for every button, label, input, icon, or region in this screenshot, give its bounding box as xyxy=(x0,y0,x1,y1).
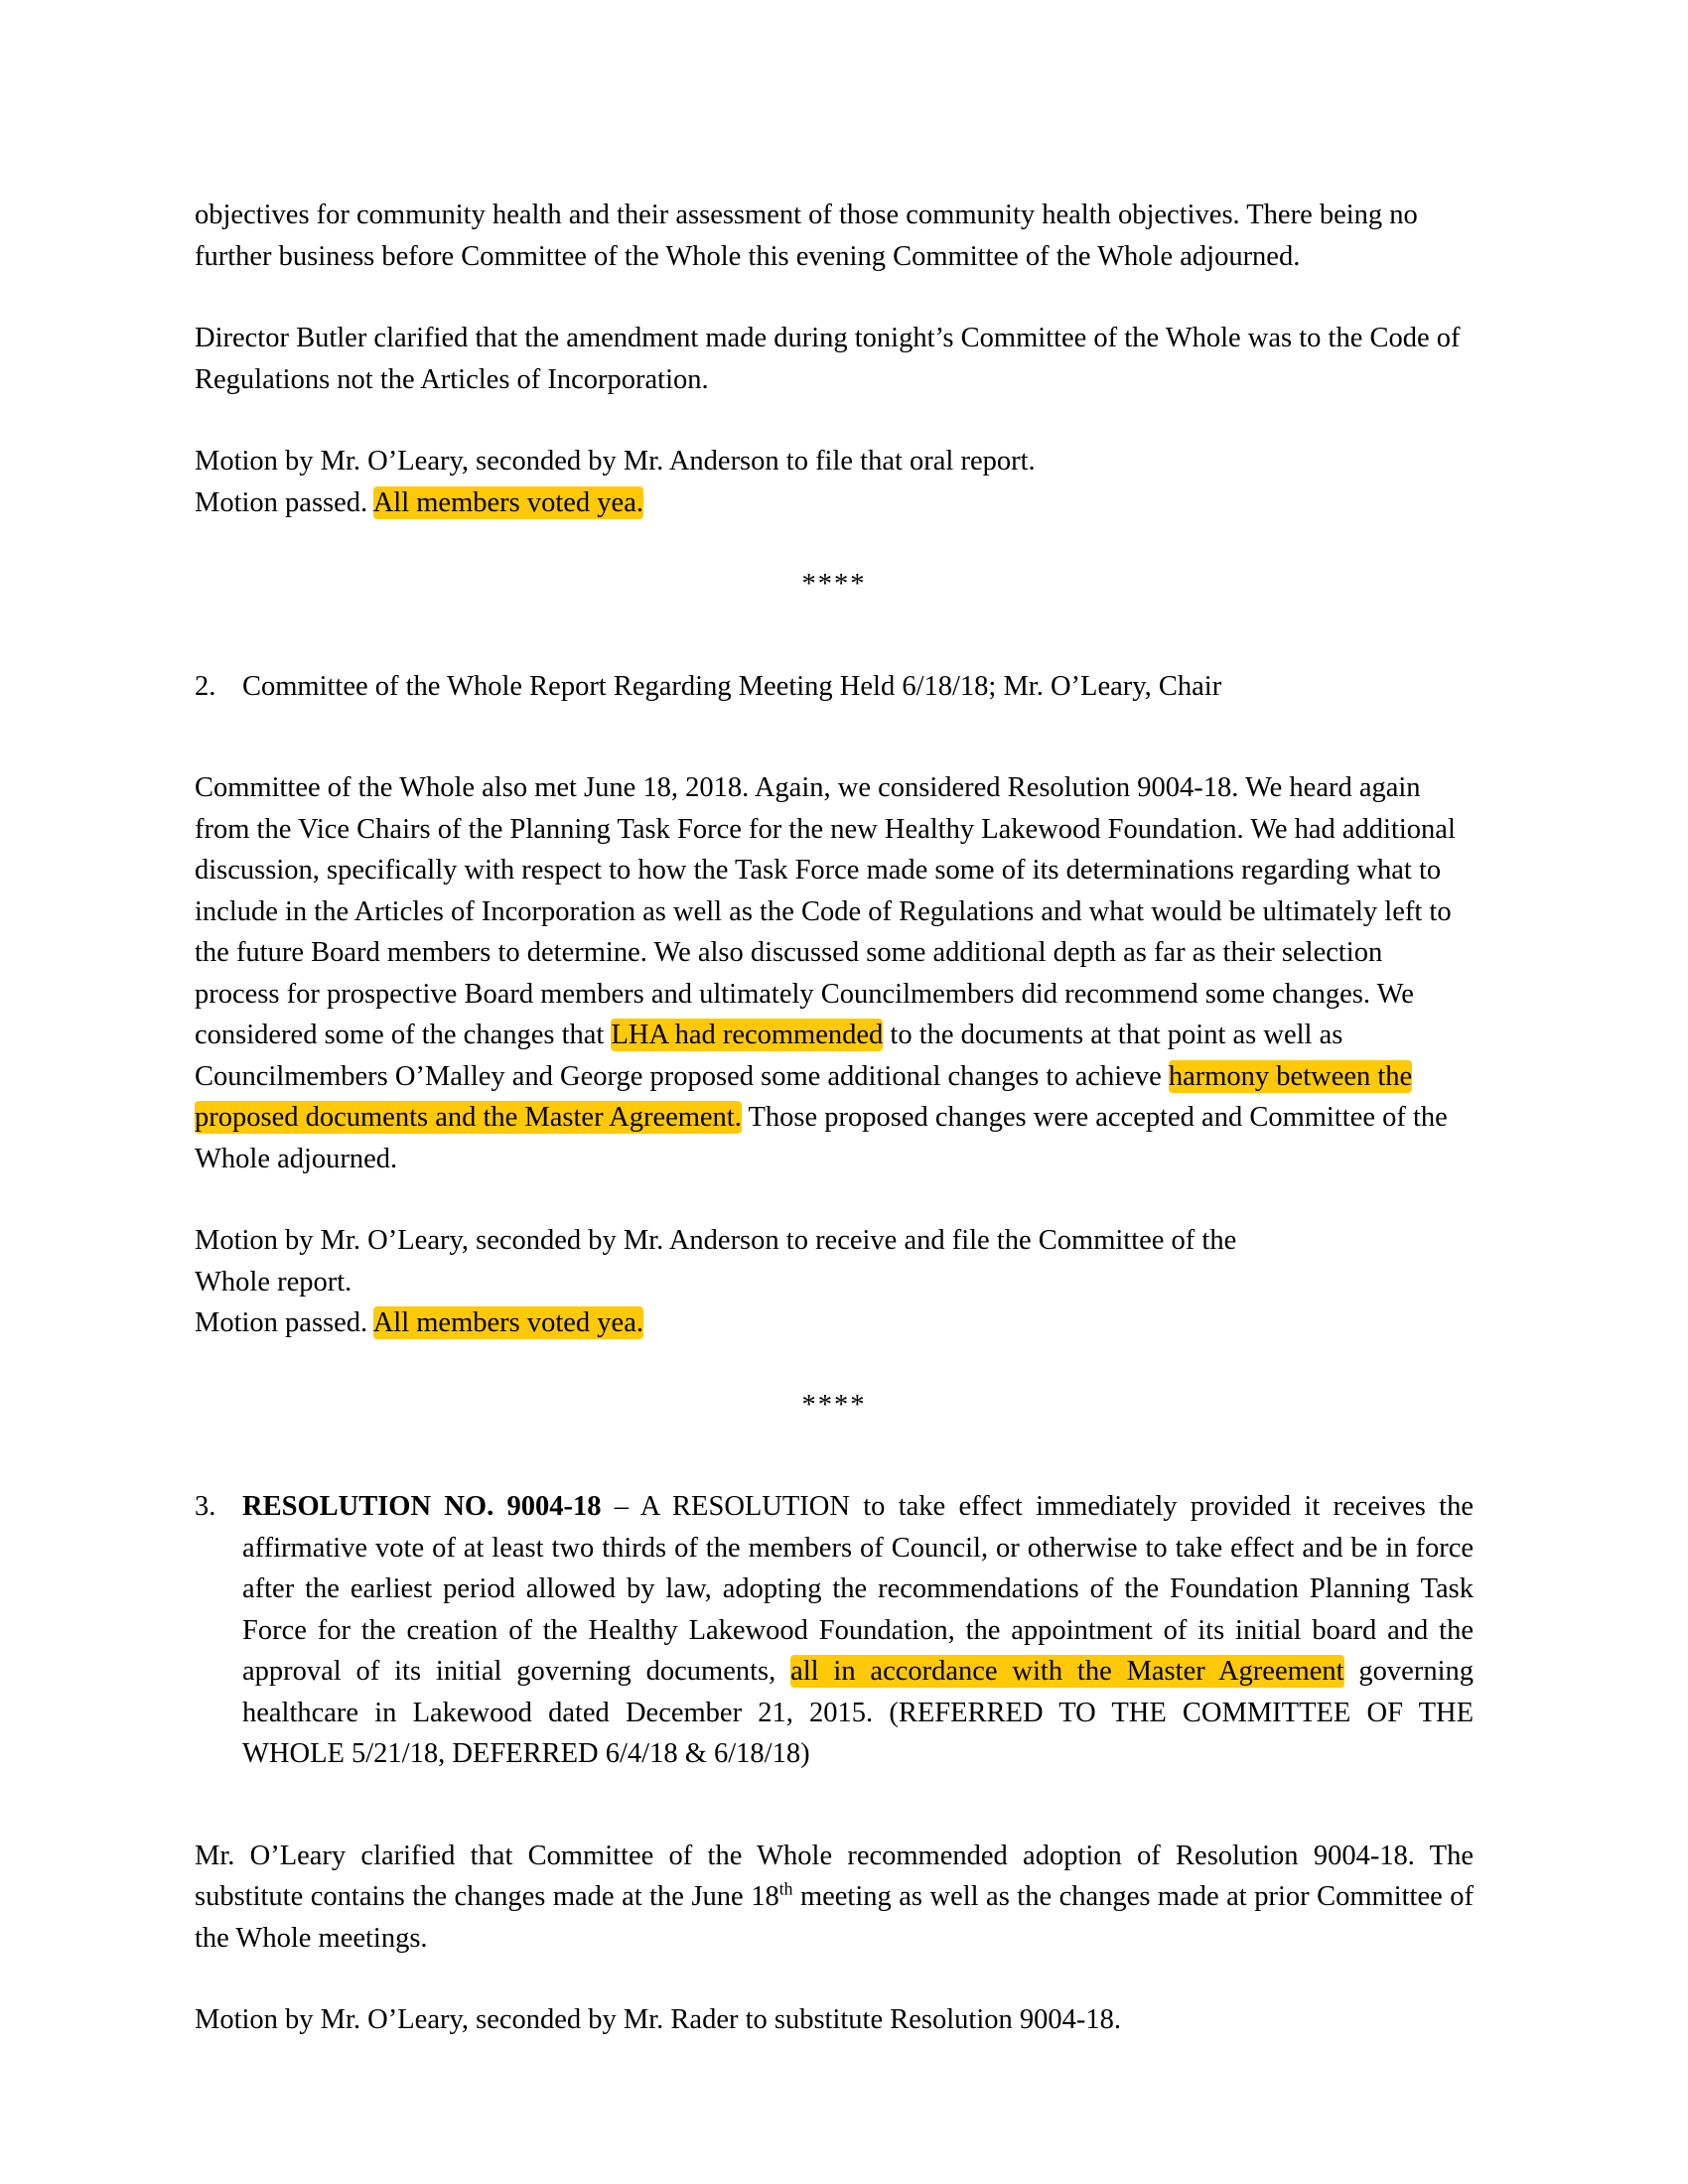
highlight-all-members-voted-yea-1: All members voted yea. xyxy=(372,486,643,518)
section-separator-2: **** xyxy=(801,1389,867,1421)
highlight-harmony-master-agreement: harmony between the proposed documents and the Master Agreement. xyxy=(195,1060,1413,1133)
motion-block-2 xyxy=(195,1220,1474,1344)
list-item-2-title: Committee of the Whole Report Regarding Meeting Held 6/18/18; Mr. O’Leary, Chair xyxy=(242,670,1222,702)
highlight-lha-had-recommended: LHA had recommended xyxy=(611,1020,884,1050)
motion-3-line-1: Motion by Mr. O’Leary, seconded by Mr. Rader to substitute Resolution 9004-18. xyxy=(195,2004,1121,2035)
motion-2-line-3 xyxy=(195,1302,1474,1344)
motion-1-line-2 xyxy=(195,482,1474,524)
para3-segment-1: Committee of the Whole also met June 18, 2018. Again, we considered Resolution 9004-18. We heard again from the Vice Chairs of the Planning Task Force for the new Healthy Lakewood Foundation. We had additional discussion, specifically with respect to how the Task Force made some of its determinations regarding what to include in the Articles of Incorporation as well as the Code of Regulations and what would be ultimately left to the future Board members to determine. We also discussed some additional depth as far as their selection process for prospective Board members and ultimately Councilmembers did recommend some changes. We considered some of the changes that xyxy=(195,772,1456,1050)
spacer xyxy=(195,748,1474,767)
list-item-3-number: 3. xyxy=(195,1491,216,1522)
resolution-number-title: RESOLUTION NO. 9004-18 xyxy=(242,1491,602,1522)
paragraph-committee-june-18 xyxy=(195,767,1474,1179)
para3-segment-2: to the documents at that point as well as Councilmembers O’Malley and George proposed some additional changes to achieve xyxy=(195,1020,1343,1092)
motion-2-line-1: Motion by Mr. O’Leary, seconded by Mr. Anderson to receive and file the Committee of the xyxy=(195,1225,1237,1256)
paragraph-objectives-text: objectives for community health and their assessment of those community health objectives. There being no further business before Committee of the Whole this evening Committee of the Whole adjourned. xyxy=(195,200,1418,272)
ordinal-superscript-th: th xyxy=(778,1878,793,1899)
paragraph-committee-june-18-text xyxy=(195,767,1474,1179)
para3-segment-3: Those proposed changes were accepted and Committee of the Whole adjourned. xyxy=(195,1102,1448,1174)
page-content xyxy=(195,195,1474,2082)
paragraph-director-butler-text: Director Butler clarified that the amendment made during tonight’s Committee of the Whole was to the Code of Regulations not the Articles of Incorporation. xyxy=(195,323,1461,395)
list-item-2-number: 2. xyxy=(195,670,216,702)
list-item-3-resolution xyxy=(195,1486,1474,1775)
list-item-3-body xyxy=(242,1486,1474,1775)
motion-block-3 xyxy=(195,1999,1474,2041)
paragraph-oleary-clarified xyxy=(195,1836,1474,1960)
spacer xyxy=(195,1466,1474,1486)
motion-2-passed-prefix: Motion passed. xyxy=(195,1307,373,1338)
resolution-segment-2: governing healthcare in Lakewood dated December 21, 2015. (REFERRED TO THE COMMITTEE OF THE WHOLE 5/21/18, DEFERRED 6/4/18 & 6/18/18) xyxy=(242,1656,1474,1769)
resolution-segment-1: – A RESOLUTION to take effect immediately provided it receives the affirmative vote of at least two thirds of the members of Council, or otherwise to take effect and be in force after the earliest period allowed by law, adopting the recommendations of the Foundation Planning Task Force for the creation of the Healthy Lakewood Foundation, the appointment of its initial board and the approval of its initial governing documents, xyxy=(242,1491,1474,1687)
highlight-all-in-accordance-master-agreement: all in accordance with the Master Agreement xyxy=(790,1656,1344,1687)
motion-block-1 xyxy=(195,441,1474,523)
para4-segment-2: meeting as well as the changes made at prior Committee of the Whole meetings. xyxy=(195,1881,1474,1954)
para4-segment-1: Mr. O’Leary clarified that Committee of the Whole recommended adoption of Resolution 9004-18. The substitute contains the changes made at the June 18 xyxy=(195,1840,1474,1912)
paragraph-objectives xyxy=(195,195,1474,277)
highlight-all-members-voted-yea-2: All members voted yea. xyxy=(372,1307,643,1338)
section-separator-1: **** xyxy=(801,569,867,600)
motion-2-line-2: Whole report. xyxy=(195,1266,352,1297)
paragraph-oleary-clarified-text xyxy=(195,1836,1474,1960)
motion-1-line-1: Motion by Mr. O’Leary, seconded by Mr. Anderson to file that oral report. xyxy=(195,446,1036,477)
motion-1-passed-prefix: Motion passed. xyxy=(195,486,373,518)
spacer xyxy=(195,646,1474,666)
spacer xyxy=(195,1816,1474,1836)
list-item-2-heading xyxy=(195,666,1474,708)
paragraph-director-butler xyxy=(195,318,1474,400)
